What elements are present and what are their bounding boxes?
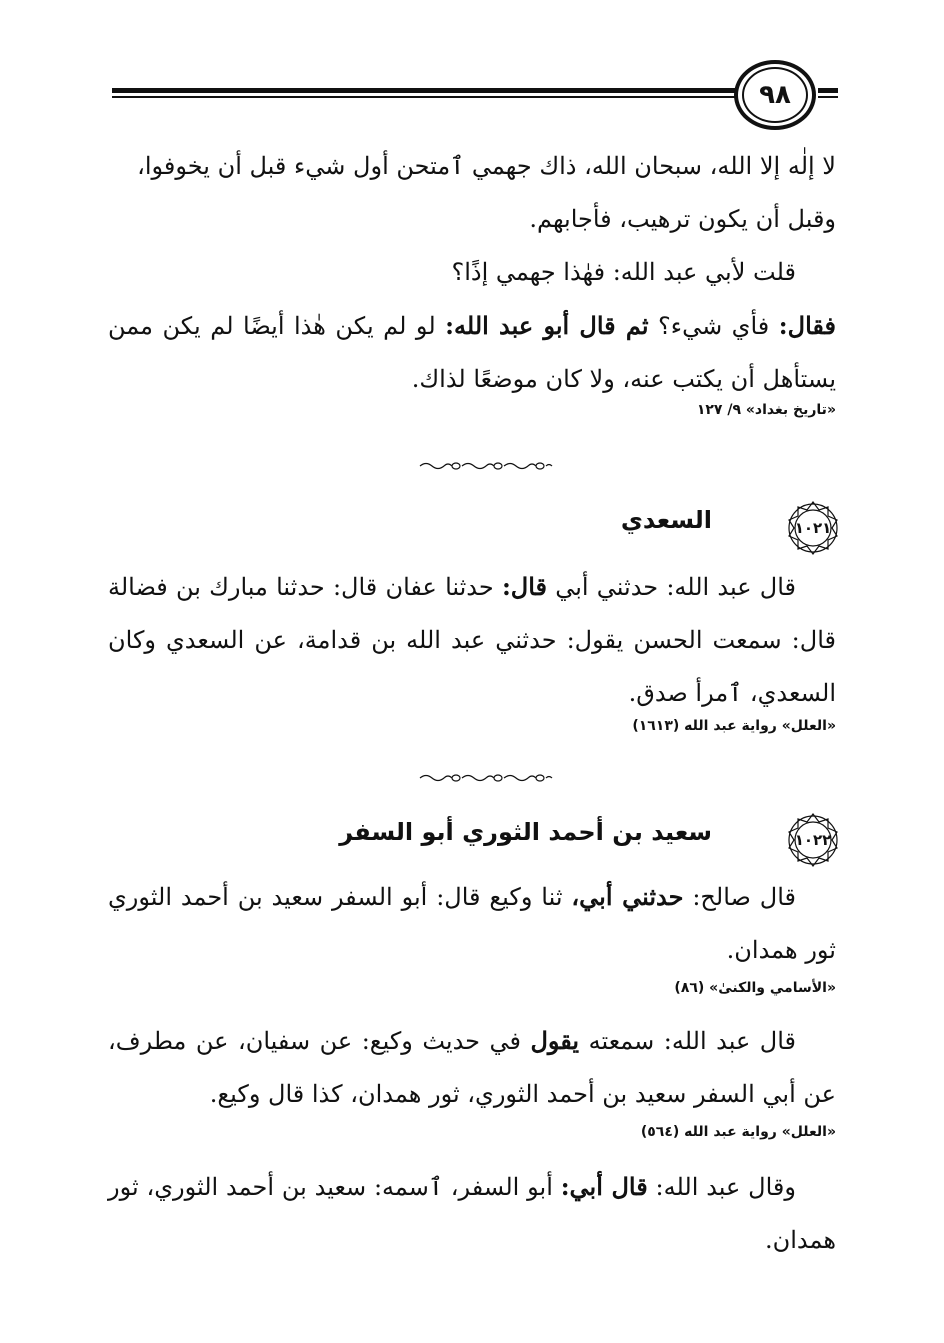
line: وقبل أن يكون ترهيب، فأجابهم.	[529, 205, 836, 233]
paragraph-answer	[108, 299, 836, 406]
entry-number: ١٠٢١	[794, 519, 832, 537]
line: لا إلٰه إلا الله، سبحان الله، ذاك جهمي ٱمتحن أول شيء قبل أن يخوفوا،	[137, 152, 836, 180]
entry-paragraph	[108, 560, 836, 720]
text-run: في حديث وكيع: عن سفيان، عن مطرف، عن أبي السفر سعيد بن أحمد الثوري، ثور همدان، كذا قال وكيع.	[108, 1027, 836, 1108]
bold-phrase: حدثني أبي،	[571, 882, 684, 911]
source-citation: «تاريخ بغداد» ٩/ ١٢٧	[696, 402, 836, 418]
bold-phrase: ثم قال أبو عبد الله:	[445, 311, 649, 340]
text-run: وقال عبد الله:	[647, 1173, 796, 1201]
entry-heading	[108, 812, 844, 868]
text-run: لو لم يكن هٰذا أيضًا لم يكن ممن يستأهل أن يكتب عنه، ولا كان موضعًا لذاك.	[108, 312, 836, 393]
bold-phrase: فقال:	[778, 311, 836, 340]
entry-number-badge	[782, 500, 844, 556]
bold-phrase: قال أبي:	[560, 1172, 648, 1201]
text-run: قال صالح:	[683, 883, 797, 911]
text-run: قال عبد الله: حدثني أبي	[547, 573, 796, 601]
entry-number: ١٠٢٢	[794, 831, 832, 849]
page-number-badge	[734, 60, 816, 130]
source-citation: «الأسامي والكنىٰ» (٨٦)	[674, 980, 836, 996]
entry-heading	[108, 500, 844, 556]
entry-paragraph	[108, 870, 836, 977]
section-divider-ornament	[418, 460, 554, 472]
paragraph-question	[108, 246, 836, 299]
page-number: ٩٨	[742, 67, 808, 123]
text-run: ثنا وكيع قال: أبو السفر سعيد بن أحمد الثوري ثور همدان.	[108, 883, 836, 964]
section-divider-ornament	[418, 772, 554, 784]
entry-number-badge	[782, 812, 844, 868]
bold-phrase: يقول	[530, 1026, 580, 1055]
entry-paragraph	[108, 1160, 836, 1267]
paragraph-continuation	[108, 140, 836, 246]
text-run: حدثنا عفان قال: حدثنا مبارك بن فضالة قال: سمعت الحسن يقول: حدثني عبد الله بن قدامة، عن السعدي وكان السعدي، ٱمرأ صدق.	[108, 573, 836, 707]
entry-title: سعيد بن أحمد الثوري أبو السفر	[339, 818, 712, 846]
source-citation: «العلل» رواية عبد الله (١٦١٣)	[632, 718, 836, 734]
header-rule-end	[818, 88, 838, 100]
source-citation: «العلل» رواية عبد الله (٥٦٤)	[640, 1124, 836, 1140]
entry-title: السعدي	[620, 506, 712, 534]
text-run: قال عبد الله: سمعته	[579, 1027, 796, 1055]
text-run: فأي شيء؟	[648, 312, 779, 340]
entry-paragraph	[108, 1014, 836, 1121]
header-rule	[112, 88, 738, 100]
bold-phrase: قال:	[501, 572, 548, 601]
question-text: قلت لأبي عبد الله: فهٰذا جهمي إذًا؟	[451, 258, 796, 286]
text-run: أبو السفر، ٱسمه: سعيد بن أحمد الثوري، ثور همدان.	[108, 1173, 836, 1254]
